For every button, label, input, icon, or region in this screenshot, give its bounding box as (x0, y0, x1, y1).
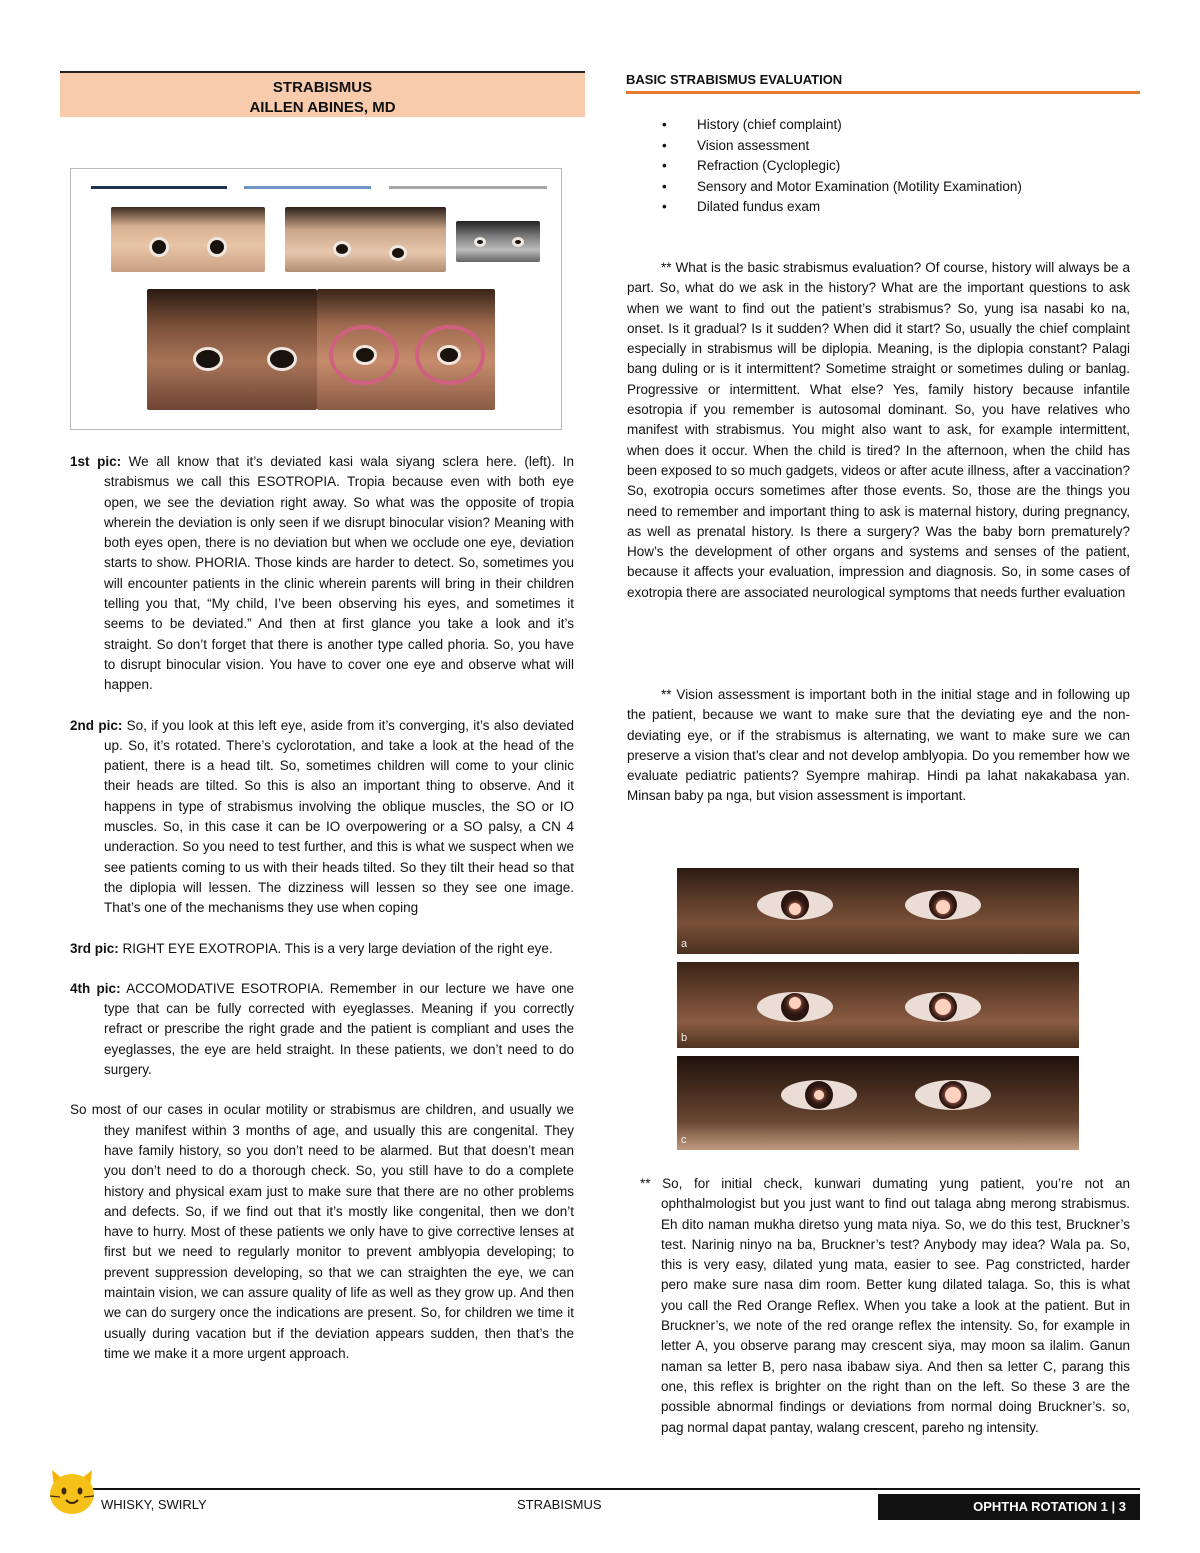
bruckner-photo-b (677, 962, 1079, 1048)
footer-page-label: OPHTHA ROTATION 1 | 3 (878, 1494, 1140, 1520)
red-reflex (789, 997, 801, 1009)
cat-face-icon (46, 1466, 98, 1516)
pupil (781, 993, 809, 1021)
pic4-explanation (70, 979, 574, 1080)
photo-child-without-glasses (147, 289, 317, 410)
footer-authors: WHISKY, SWIRLY (101, 1497, 207, 1512)
pupil (929, 891, 957, 919)
bruckner-test-figure (677, 868, 1079, 1150)
strabismus-photo-collage (70, 168, 562, 430)
eye-mark (267, 347, 297, 371)
document-title: STRABISMUS (272, 79, 373, 96)
red-reflex (935, 999, 951, 1015)
title-box (60, 71, 585, 117)
pupil (929, 993, 957, 1021)
item-text: We all know that it’s deviated kasi wala siyang sclera here. (left). In strabismus we call this ESOTROPIA. Tropia because even with both eye open, we see the deviation right away. So what was the opposite of tropia wherein the deviation is only seen if we disrupt binocular vision? Meaning with both eyes open, there is no deviation but when we occlude one eye, deviation starts to show. PHORIA. Those kinds are harder to detect. So, sometimes you will encounter patients in the clinic wherein parents will bring in their children telling you that, “My child, I’ve been observing his eyes, and sometimes it seems to be deviated.” And then at first glance you take a look and it’s straight. So don’t forget that there is another type called phoria. So, you have to disrupt binocular vision. You have to cover one eye and observe what will happen. (104, 454, 575, 693)
eye-mark (757, 890, 833, 920)
item-text: ACCOMODATIVE ESOTROPIA. Remember in our lecture we have one type that can be fully corrected with eyeglasses. Meaning if you correctly refract or prescribe the right grade and the patient is compliant and uses the eyeglasses, the eye are held straight. In these patients, we don’t need to do surgery. (104, 980, 574, 1078)
pupil (939, 1081, 967, 1109)
list-item: • Refraction (Cycloplegic) (662, 156, 1122, 177)
pic1-explanation (70, 452, 574, 696)
eye-mark (512, 237, 524, 247)
list-item: • History (chief complaint) (662, 115, 1122, 136)
eye-mark (389, 245, 407, 261)
eye-mark (757, 992, 833, 1022)
eye-mark (781, 1080, 857, 1110)
list-item: • Vision assessment (662, 136, 1122, 157)
photo-head-tilt (285, 207, 446, 272)
bruckner-photo-a (677, 868, 1079, 954)
photo-esotropia (111, 207, 265, 272)
eye-mark (437, 345, 461, 365)
red-reflex (936, 900, 950, 914)
eye-mark (474, 237, 486, 247)
children-cases-paragraph (70, 1100, 574, 1364)
item-text: RIGHT EYE EXOTROPIA. This is a very large deviation of the right eye. (118, 940, 553, 956)
item-label: 2nd pic: (70, 717, 123, 733)
photo-exotropia (456, 221, 540, 262)
evaluation-checklist (662, 115, 1122, 218)
item-label: 4th pic: (70, 980, 121, 996)
footer-divider (60, 1488, 1140, 1490)
red-reflex (789, 903, 801, 915)
eye-mark (149, 237, 169, 257)
item-label: 3rd pic: (70, 940, 119, 956)
list-item: • Sensory and Motor Examination (Motility Examination) (662, 177, 1122, 198)
slide-bar-blue (244, 186, 371, 189)
slide-bar-dark (91, 186, 227, 189)
eye-mark (207, 237, 227, 257)
vision-assessment-paragraph: ** Vision assessment is important both in the initial stage and in following up the patient, because we want to make sure that the deviating eye and the non-deviating eye, or if the strabismus is alternating, we want to make sure we can preserve a vision that’s clear and not develop amblyopia. Do you remember how we evaluate pediatric patients? Syempre mahirap. Hindi pa lahat nakakabasa yan. Minsan baby pa nga, but vision assessment is important. (627, 687, 1130, 804)
section-heading: BASIC STRABISMUS EVALUATION (626, 72, 1140, 94)
eye-mark (333, 241, 351, 257)
bruckner-photo-c (677, 1056, 1079, 1150)
pic2-explanation (70, 716, 574, 919)
left-column-text (70, 452, 574, 1384)
figure-letter: b (681, 1032, 688, 1044)
item-text: So, if you look at this left eye, aside from it’s converging, it’s also deviated up. So, it’s rotated. There’s cyclorotation, and take a look at the head of the patient, there is a head tilt. So, sometimes children will come to your clinic their heads are tilted. So this is also an important thing to observe. And it happens in type of strabismus involving the oblique muscles, the SO or IO muscles. So, in this case it can be IO overpowering or a SO palsy, a CN 4 underaction. So you need to test further, and this is what we suspect when we see patients coming to us with their heads tilted. So they tilt their head so that the diplopia will lessen. The dizziness will lessen so they see one image. That’s one of the mechanisms they use when coping (104, 717, 574, 916)
item-text: So most of our cases in ocular motility or strabismus are children, and usually we they manifest within 3 months of age, and usually this are congenital. They have family history, so you don’t need to be alarmed. But that doesn’t mean you don’t need to do a thorough check. So, you still have to do a complete history and physical exam just to make sure that there are no other problems and defects. So, if we find out that it’s mostly like congenital, then we don’t have to hurry. Most of these patients we only have to give corrective lenses at first but we need to regularly monitor to prevent amblyopia developing; to prevent suppression developing, so that we can straighten the eye, we can maintain vision, we can assure quality of life as well as they grow up. And then we can do surgery once the indications are present. So, for children we time it usually during vacation but if the deviation appears sudden, then that’s the time we make it a more urgent approach. (70, 1102, 574, 1361)
lecturer-name: AILLEN ABINES, MD (249, 99, 396, 116)
eye-mark (905, 890, 981, 920)
pic3-explanation (70, 939, 574, 959)
red-reflex (945, 1087, 961, 1103)
item-label: 1st pic: (70, 454, 122, 469)
footer-topic: STRABISMUS (517, 1497, 602, 1512)
red-reflex (814, 1090, 824, 1100)
slide-bar-gray (389, 186, 547, 189)
pupil (781, 891, 809, 919)
eye-mark (353, 345, 377, 365)
figure-letter: a (681, 938, 688, 950)
photo-child-with-glasses (317, 289, 495, 410)
figure-letter: c (681, 1134, 687, 1146)
list-item: • Dilated fundus exam (662, 197, 1122, 218)
history-paragraph: ** What is the basic strabismus evaluation? Of course, history will always be a part. So, what do we ask in the history? What are the important questions to ask when we want to find out the patient’s strabismus? So, yung isa nasabi ko na, onset. Is it gradual? Is it sudden? When did it start? So, usually the chief complaint especially in strabismus will be diplopia. Meaning, is the diplopia constant? Palagi bang duling or is it intermittent? Sometime straight or sometimes duling or banlag. Progressive or intermittent. What else? Yes, family history because infantile esotropia if you remember is autosomal dominant. So, you have relatives who manifest with strabismus. You might also want to ask, for example intermittent, when does it occur. When the child is tired? In the afternoon, when the child has been exposed to so much gadgets, videos or after acute illness, after a vaccination? So, exotropia occurs sometimes after those events. So, those are the things you need to remember and important thing to ask is maternal history, during pregnancy, as well as prenatal history. Is there a surgery? Was the baby born prematurely? How’s the development of other organs and systems and senses of the patient, because it affects your evaluation, impression and diagnosis. So, in some cases of exotropia there are associated neurological symptoms that needs further evaluation (627, 260, 1130, 600)
pupil (805, 1081, 833, 1109)
bruckner-test-paragraph: ** So, for initial check, kunwari dumating yung patient, you’re not an ophthalmologist but you just want to find out talaga abng merong strabismus. Eh dito naman mukha diretso yung mata niya. So, we do this test, Bruckner’s test. Narinig ninyo na ba, Bruckner’s test? Anybody may idea? Wala pa. So, this is very easy, dilated yung mata, easier to see. Pag constricted, harder pero make sure nasa dim room. Better kung dilated talaga. So, this is what you call the Red Orange Reflex. When you take a look at the patient. But in Bruckner’s, we note of the red orange reflex the intensity. So, for example in letter A, you observe parang may crescent siya, may moon sa ilalim. Ganun naman sa letter B, pero nasa ibabaw siya. And then sa letter C, parang this one, this reflex is brighter on the right than on the left. So these 3 are the possible abnormal findings or deviations from normal doing Bruckner’s. so, pag normal dapat pantay, walang crescent, pareho ng intensity. (640, 1176, 1130, 1435)
eye-mark (193, 347, 223, 371)
eye-mark (905, 992, 981, 1022)
eye-mark (915, 1080, 991, 1110)
